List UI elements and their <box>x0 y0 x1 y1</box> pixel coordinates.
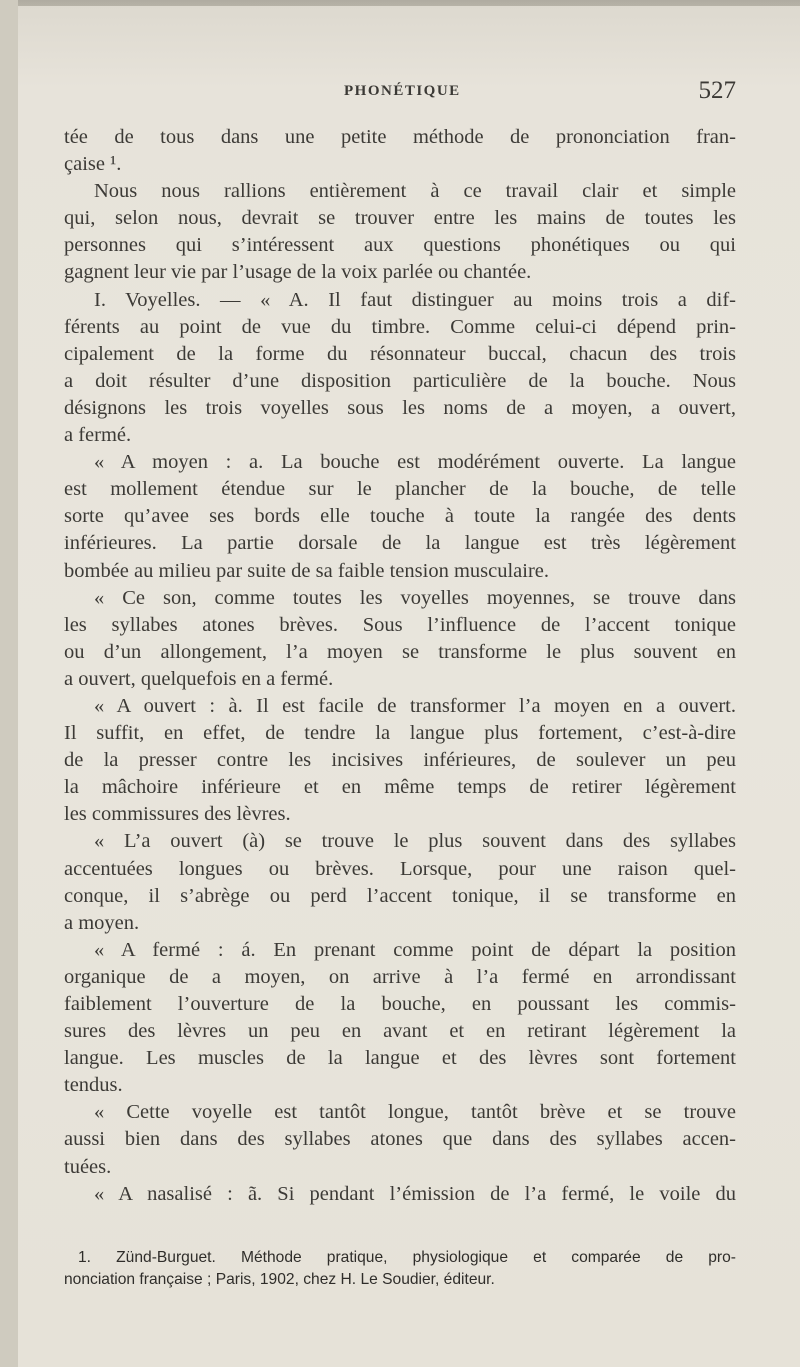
page-header <box>64 77 736 107</box>
text-line: Il suffit, en effet, de tendre la langue plus fortement, c’est-à-dire <box>64 722 736 745</box>
text-line: çaise ¹. <box>64 153 122 176</box>
text-line: conque, il s’abrège ou perd l’accent tonique, il se transforme en <box>64 884 736 907</box>
text-line: inférieures. La partie dorsale de la langue est très légèrement <box>64 532 736 555</box>
text-line: férents au point de vue du timbre. Comme celui-ci dépend prin- <box>64 315 736 338</box>
text-line: les commissures des lèvres. <box>64 803 291 826</box>
text-line: cipalement de la forme du résonnateur buccal, chacun des trois <box>64 342 736 365</box>
text-line: gagnent leur vie par l’usage de la voix parlée ou chantée. <box>64 261 532 284</box>
footnote <box>64 1247 736 1291</box>
text-line: tuées. <box>64 1155 112 1178</box>
text-line: a moyen. <box>64 911 140 934</box>
text-line: ou d’un allongement, l’a moyen se transforme le plus souvent en <box>64 640 736 663</box>
footnote-line: nonciation française ; Paris, 1902, chez H. Le Soudier, éditeur. <box>64 1271 495 1288</box>
text-line: aussi bien dans des syllabes atones que dans des syllabes accen- <box>64 1128 736 1151</box>
text-line: a fermé. <box>64 424 132 447</box>
text-line: accentuées longues ou brèves. Lorsque, pour une raison quel- <box>64 857 736 880</box>
text-line: qui, selon nous, devrait se trouver entre les mains de toutes les <box>64 207 736 230</box>
text-line: sures des lèvres un peu en avant et en retirant légèrement la <box>64 1020 736 1043</box>
running-head: PHONÉTIQUE <box>344 83 461 99</box>
text-line: I. Voyelles. — « A. Il faut distinguer au moins trois a dif- <box>94 288 736 311</box>
footnote-line: 1. Zünd-Burguet. Méthode pratique, physiologique et comparée de pro- <box>78 1249 736 1266</box>
text-line: « Ce son, comme toutes les voyelles moyennes, se trouve dans <box>94 586 736 609</box>
text-line: bombée au milieu par suite de sa faible tension musculaire. <box>64 559 550 582</box>
text-line: « A moyen : a. La bouche est modérément ouverte. La langue <box>94 451 736 474</box>
text-line: est mollement étendue sur le plancher de la bouche, de telle <box>64 478 736 501</box>
text-line: les syllabes atones brèves. Sous l’influence de l’accent tonique <box>64 613 736 636</box>
text-line: « A ouvert : à. Il est facile de transformer l’a moyen en a ouvert. <box>94 694 736 717</box>
text-line: personnes qui s’intéressent aux questions phonétiques ou qui <box>64 234 736 257</box>
text-line: « A fermé : á. En prenant comme point de départ la position <box>94 938 736 961</box>
text-line: de la presser contre les incisives inférieures, de soulever un peu <box>64 749 736 772</box>
text-line: la mâchoire inférieure et en même temps de retirer légèrement <box>64 776 736 799</box>
text-line: tée de tous dans une petite méthode de prononciation fran- <box>64 126 736 148</box>
text-line: « Cette voyelle est tantôt longue, tantôt brève et se trouve <box>94 1101 736 1124</box>
text-line: a ouvert, quelquefois en a fermé. <box>64 667 334 690</box>
body-text <box>64 124 736 1208</box>
page-number: 527 <box>698 77 736 104</box>
text-line: organique de a moyen, on arrive à l’a fermé en arrondissant <box>64 965 736 988</box>
text-line: faiblement l’ouverture de la bouche, en poussant les commis- <box>64 993 736 1015</box>
text-line: désignons les trois voyelles sous les noms de a moyen, a ouvert, <box>64 396 736 419</box>
text-line: langue. Les muscles de la langue et des lèvres sont fortement <box>64 1047 736 1070</box>
text-line: « L’a ouvert (à) se trouve le plus souvent dans des syllabes <box>94 830 736 853</box>
text-line: sorte qu’avee ses bords elle touche à toute la rangée des dents <box>64 505 736 528</box>
text-line: Nous nous rallions entièrement à ce travail clair et simple <box>94 180 736 203</box>
text-line: « A nasalisé : ã. Si pendant l’émission de l’a fermé, le voile du <box>94 1182 736 1205</box>
text-line: a doit résulter d’une disposition particulière de la bouche. Nous <box>64 369 736 392</box>
text-line: tendus. <box>64 1074 123 1097</box>
